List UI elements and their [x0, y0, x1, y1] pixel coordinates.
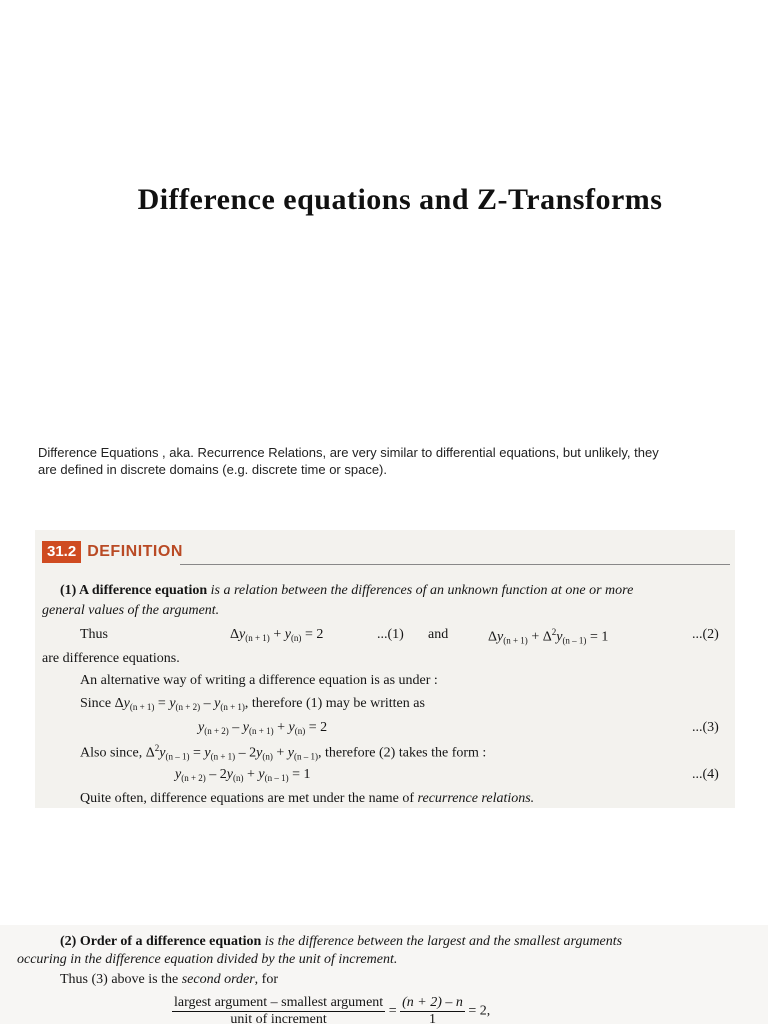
definition-1-line-2: general values of the argument.: [42, 603, 220, 618]
order-line-2: occuring in the difference equation divided by the unit of increment.: [17, 952, 398, 967]
section-heading: DEFINITION: [87, 543, 183, 560]
order-lead: (2) Order of a difference equation: [60, 934, 262, 949]
thus-label: Thus: [80, 627, 108, 642]
order-fraction-1: [172, 995, 385, 1028]
and-label: and: [428, 627, 449, 642]
section-rule: [180, 564, 730, 565]
fraction-1-denominator: unit of increment: [230, 1012, 327, 1027]
order-line-1: [60, 934, 622, 950]
equation-2: $\Delta y_{(n + 1)} + \Delta^2y_{(n - 1)} = 1$: [488, 627, 609, 646]
since-post: therefore (1) may be written as: [251, 696, 425, 711]
also-since-line: Also since, $\Delta^2y_{(n - 1)} = y_{(n + 1)} - 2y_{(n)} + y_{(n - 1)}$, therefore (2) takes the form :: [80, 743, 487, 762]
order-thus-line: [60, 972, 278, 988]
definition-1-lead: (1) A difference equation: [60, 583, 208, 598]
quite-italic: recurrence relations.: [417, 791, 535, 806]
definition-1-rest: is a relation between the differences of an unknown function at one or more: [207, 583, 634, 598]
fraction-1-numerator: largest argument – smallest argument: [174, 995, 384, 1010]
equation-3: $y_{(n + 2)} - y_{(n + 1)} + y_{(n)} = 2$: [198, 720, 328, 736]
fraction-2-numerator: (n + 2) – n: [402, 995, 463, 1010]
order-result: = 2,: [468, 1003, 491, 1019]
equation-3-tag: ...(3): [692, 720, 719, 735]
order-rest: is the difference between the largest and the smallest arguments: [261, 934, 623, 949]
section-number: 31.2: [42, 541, 81, 563]
equation-2-tag: ...(2): [692, 627, 719, 642]
intro-line-1: Difference Equations , aka. Recurrence Relations, are very similar to differential equations, but unlikely, they: [38, 445, 659, 460]
order-thus-italic: second order: [181, 972, 255, 987]
alternative-line: An alternative way of writing a difference equation is as under :: [80, 673, 438, 688]
definition-scan: [35, 530, 735, 808]
section-header: [42, 540, 183, 564]
equation-4: $y_{(n + 2)} - 2y_{(n)} + y_{(n - 1)} = 1$: [175, 767, 311, 783]
quite-often-line: [80, 791, 534, 807]
equation-4-tag: ...(4): [692, 767, 719, 782]
definition-1-line-1: [60, 583, 633, 599]
order-fraction-2: [400, 995, 465, 1028]
order-thus-post: , for: [254, 972, 278, 987]
since-pre: Since: [80, 696, 112, 711]
equation-1: $\Delta y_{(n + 1)} + y_{(n)} = 2$: [230, 627, 324, 643]
page-title: Difference equations and Z-Transforms: [137, 183, 663, 216]
equation-1-tag: ...(1): [377, 627, 404, 642]
order-formula: $\frac{\text{largest argument – smallest argument}}{\text{unit of increment}}$ = $\frac{(n + 2) - n}{1}$ = 2,: [174, 995, 491, 1027]
quite-pre: Quite often, difference equations are met under the name of: [80, 791, 418, 806]
since-line: Since $\Delta y_{(n + 1)} = y_{(n + 2)} - y_{(n + 1)}$, therefore (1) may be written as: [80, 696, 425, 712]
are-difference-equations: are difference equations.: [42, 651, 180, 666]
fraction-2-denominator: 1: [428, 1012, 436, 1027]
also-post: therefore (2) takes the form :: [325, 745, 487, 761]
intro-line-2: are defined in discrete domains (e.g. discrete time or space).: [38, 462, 388, 477]
order-thus-pre: Thus (3) above is the: [60, 972, 182, 987]
intro-paragraph: [38, 444, 738, 478]
also-pre: Also since,: [80, 745, 143, 761]
